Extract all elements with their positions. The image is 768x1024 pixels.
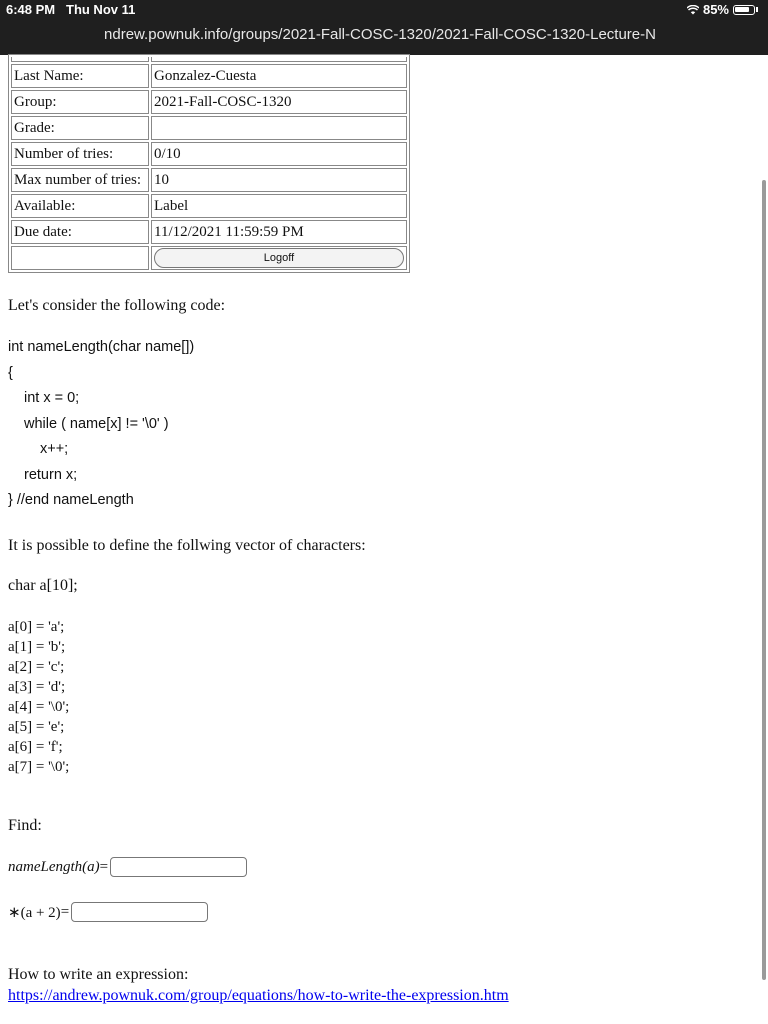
assignment-line: a[3] = 'd'; xyxy=(8,679,66,695)
address-bar[interactable] xyxy=(0,26,768,50)
row-value: Label xyxy=(151,194,407,218)
question-1-equals: = xyxy=(99,858,109,875)
assignment-line: a[0] = 'a'; xyxy=(8,619,65,635)
row-value: 2021-Fall-COSC-1320 xyxy=(151,90,407,114)
assignment-line: a[7] = '\0'; xyxy=(8,759,70,775)
battery-icon xyxy=(733,5,755,15)
declaration-text: char a[10]; xyxy=(8,577,78,594)
question-1-expression: nameLength(a) xyxy=(8,858,100,875)
student-info-table xyxy=(8,54,410,273)
row-value: Gonzalez-Cuesta xyxy=(151,64,407,88)
code-line: int nameLength(char name[]) xyxy=(8,339,195,355)
code-block xyxy=(8,335,194,514)
table-row xyxy=(11,90,407,114)
assignment-line: a[1] = 'b'; xyxy=(8,639,66,655)
code-line: int x = 0; xyxy=(24,390,80,406)
table-row xyxy=(11,142,407,166)
battery-percent: 85% xyxy=(702,2,729,17)
question-2-answer-input[interactable] xyxy=(71,902,208,922)
table-row-clipped xyxy=(11,57,407,62)
battery-tip xyxy=(756,7,758,12)
row-value: 0/10 xyxy=(151,142,407,166)
code-line: x++; xyxy=(40,441,69,457)
code-line: return x; xyxy=(24,466,78,483)
status-date: Thu Nov 11 xyxy=(66,2,136,17)
howto-text: How to write an expression: xyxy=(8,966,189,983)
table-row xyxy=(11,116,407,140)
status-indicators xyxy=(687,2,758,17)
code-line: { xyxy=(8,364,13,381)
logoff-cell xyxy=(151,246,407,270)
table-row xyxy=(11,194,407,218)
assignment-line: a[6] = 'f'; xyxy=(8,739,63,755)
question-2-expression: ∗(a + 2) xyxy=(8,904,61,921)
table-row xyxy=(11,168,407,192)
vector-text: It is possible to define the follwing vector of characters: xyxy=(8,537,366,554)
browser-top-bar xyxy=(0,0,768,55)
url-text: ndrew.pownuk.info/groups/2021-Fall-COSC-1320/2021-Fall-COSC-1320-Lecture-N xyxy=(104,26,656,43)
table-cell xyxy=(11,246,149,270)
assignment-line: a[4] = '\0'; xyxy=(8,699,70,715)
row-label: Group: xyxy=(11,90,149,114)
assignment-line: a[5] = 'e'; xyxy=(8,719,65,735)
table-row xyxy=(11,64,407,88)
table-row xyxy=(11,220,407,244)
row-label: Number of tries: xyxy=(11,142,149,166)
question-1-answer-input[interactable] xyxy=(110,857,247,877)
assignment-line: a[2] = 'c'; xyxy=(8,659,65,675)
row-label: Max number of tries: xyxy=(11,168,149,192)
question-1 xyxy=(8,857,247,877)
question-2 xyxy=(8,902,208,922)
table-cell xyxy=(151,57,407,62)
row-label: Grade: xyxy=(11,116,149,140)
intro-text: Let's consider the following code: xyxy=(8,297,226,314)
howto-link[interactable]: https://andrew.pownuk.com/group/equations/how-to-write-the-expression.htm xyxy=(8,987,509,1004)
row-value xyxy=(151,116,407,140)
assignment-list xyxy=(8,617,69,777)
wifi-icon xyxy=(687,5,699,15)
row-value: 11/12/2021 11:59:59 PM xyxy=(151,220,407,244)
row-value: 10 xyxy=(151,168,407,192)
table-cell xyxy=(11,57,149,62)
question-2-equals: = xyxy=(60,903,70,920)
row-label: Due date: xyxy=(11,220,149,244)
code-line: } //end nameLength xyxy=(8,492,134,508)
table-row xyxy=(11,246,407,270)
row-label: Last Name: xyxy=(11,64,149,88)
code-line: while ( name[x] != '\0' ) xyxy=(24,415,169,432)
status-time: 6:48 PM xyxy=(6,2,56,17)
find-label: Find: xyxy=(8,817,42,834)
howto-link-wrap xyxy=(8,987,509,1005)
page-scrollbar[interactable] xyxy=(762,180,766,980)
logoff-button[interactable]: Logoff xyxy=(154,248,404,268)
row-label: Available: xyxy=(11,194,149,218)
